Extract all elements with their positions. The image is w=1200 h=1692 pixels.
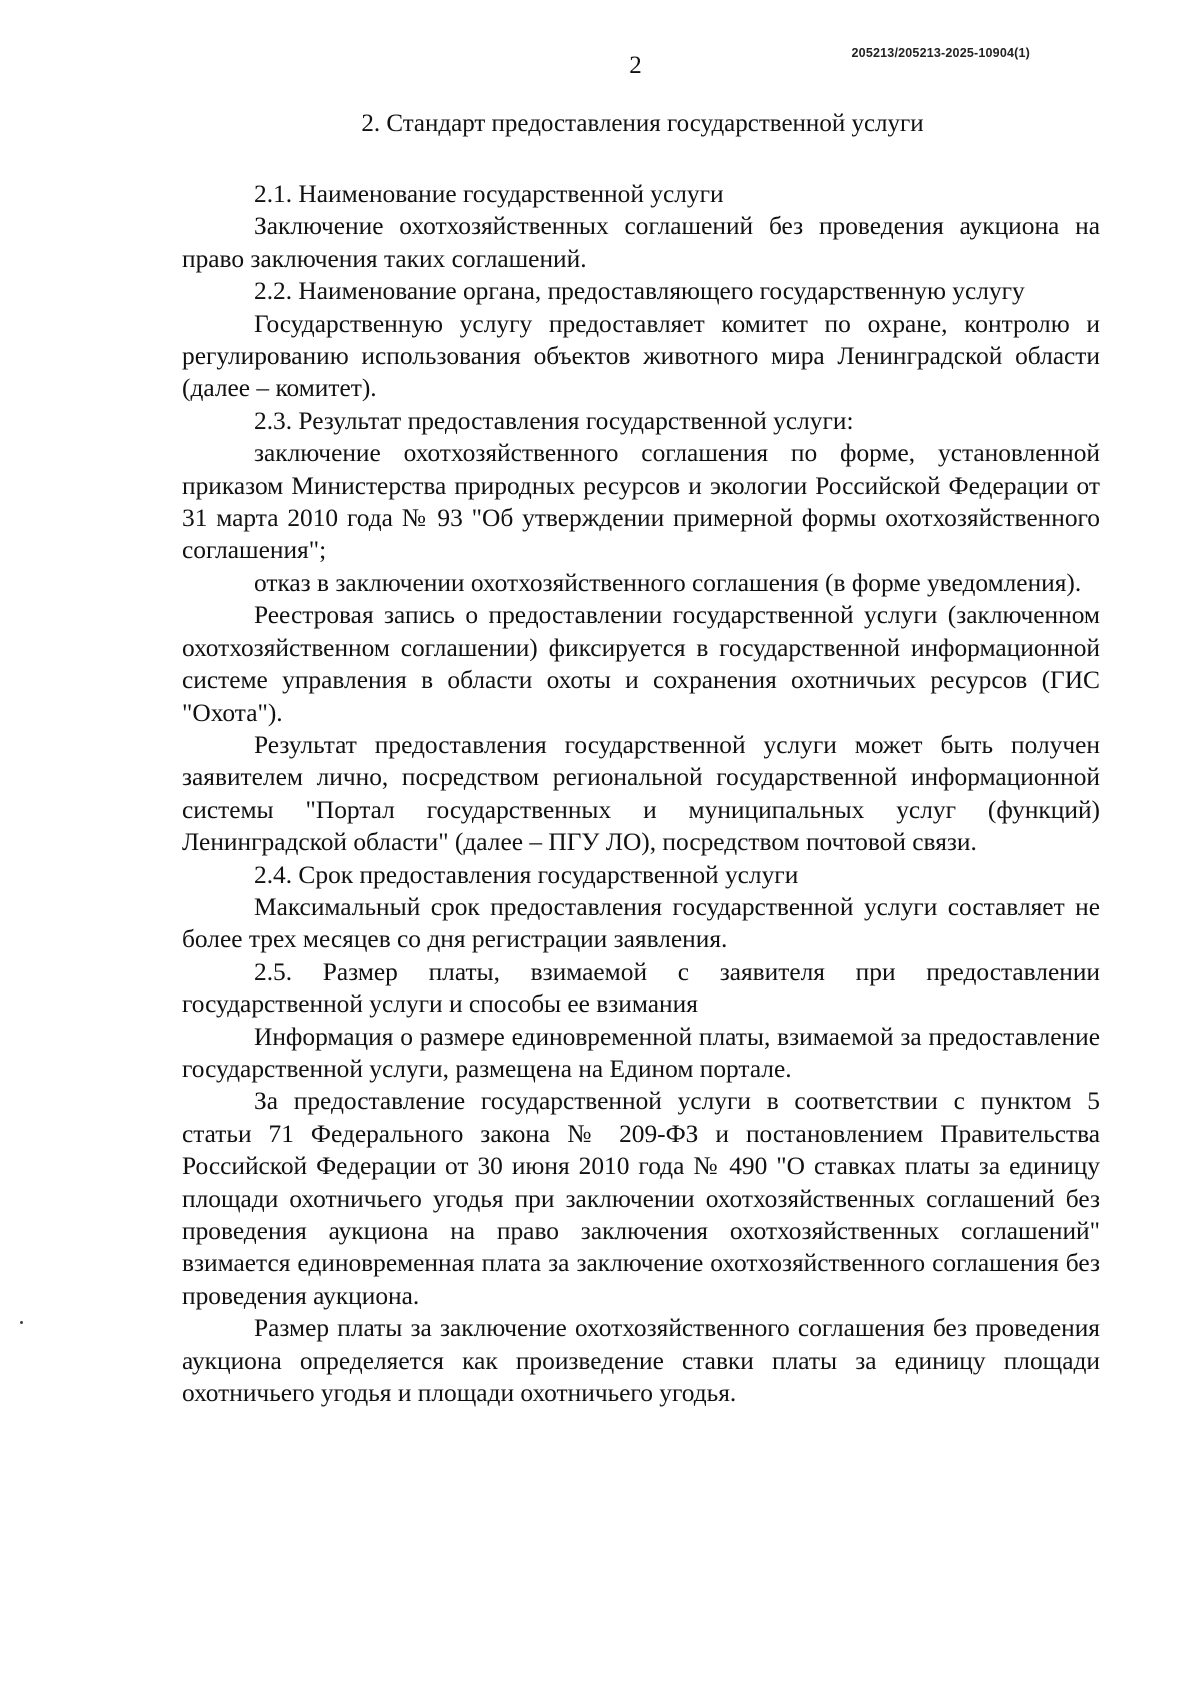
subsection-heading-2-4: 2.4. Срок предоставления государственной услуги: [254, 860, 799, 889]
paragraph-registry-record: Реестровая запись о предоставлении государственной услуги (заключенном охотхозяйственном соглашении) фиксируется в государственной информационной системе управления в области охоты и сохранения охотничьих ресурсов (ГИС "Охота").: [182, 601, 1100, 727]
subsection-heading-2-1: 2.1. Наименование государственной услуги: [254, 180, 724, 208]
paragraph-fee-info: Информация о размере единовременной платы, взимаемой за предоставление государственной услуги, размещена на Едином портале.: [182, 1022, 1100, 1083]
paragraph-service-name: Заключение охотхозяйственных соглашений без проведения аукциона на право заключения таких соглашений.: [182, 212, 1100, 273]
page-number: 2: [629, 52, 642, 79]
paragraph-fee-calculation: Размер платы за заключение охотхозяйственного соглашения без проведения аукциона определяется как произведение ставки платы за единицу площади охотничьего угодья и площади охотничьего угодья.: [182, 1314, 1100, 1408]
paragraph-result-delivery: Результат предоставления государственной услуги может быть получен заявителем лично, посредством региональной государственной информационной системы "Портал государственных и муниципальных услуг (функций) Ленинградской области" (далее – ПГУ ЛО), посредством почтовой связи.: [182, 730, 1100, 857]
scan-artifact-dot: [20, 1321, 23, 1324]
subsection-heading-2-5: 2.5. Размер платы, взимаемой с заявителя при предоставлении государственной услуги и способы ее взимания: [182, 957, 1100, 1019]
paragraph-fee-legal-basis: За предоставление государственной услуги в соответствии с пунктом 5 статьи 71 Федерального закона № 209-ФЗ и постановлением Правительства Российской Федерации от 30 июня 2010 года № 490 "О ставках платы за единицу площади охотничьего угодья при заключении охотхозяйственных соглашений без проведения аукциона на право заключения охотхозяйственных соглашений" взимается единовременная плата за заключение охотхозяйственного соглашения без проведения аукциона.: [182, 1087, 1100, 1310]
paragraph-max-term: Максимальный срок предоставления государственной услуги составляет не более трех месяцев со дня регистрации заявления.: [182, 892, 1100, 954]
subsection-heading-2-2: 2.2. Наименование органа, предоставляющего государственную услугу: [254, 277, 1025, 306]
document-body: [182, 178, 1100, 1409]
paragraph-authority: Государственную услугу предоставляет комитет по охране, контролю и регулированию использования объектов животного мира Ленинградской области (далее – комитет).: [182, 309, 1100, 403]
document-id: 205213/205213-2025-10904(1): [851, 46, 1030, 60]
paragraph-result-refusal: отказ в заключении охотхозяйственного соглашения (в форме уведомления).: [254, 568, 1082, 597]
section-title: 2. Стандарт предоставления государственной услуги: [361, 110, 924, 137]
subsection-heading-2-3: 2.3. Результат предоставления государственной услуги:: [254, 406, 854, 435]
paragraph-result-agreement: заключение охотхозяйственного соглашения по форме, установленной приказом Министерства природных ресурсов и экологии Российской Федерации от 31 марта 2010 года № 93 "Об утверждении примерной формы охотхозяйственного соглашения";: [182, 439, 1100, 565]
